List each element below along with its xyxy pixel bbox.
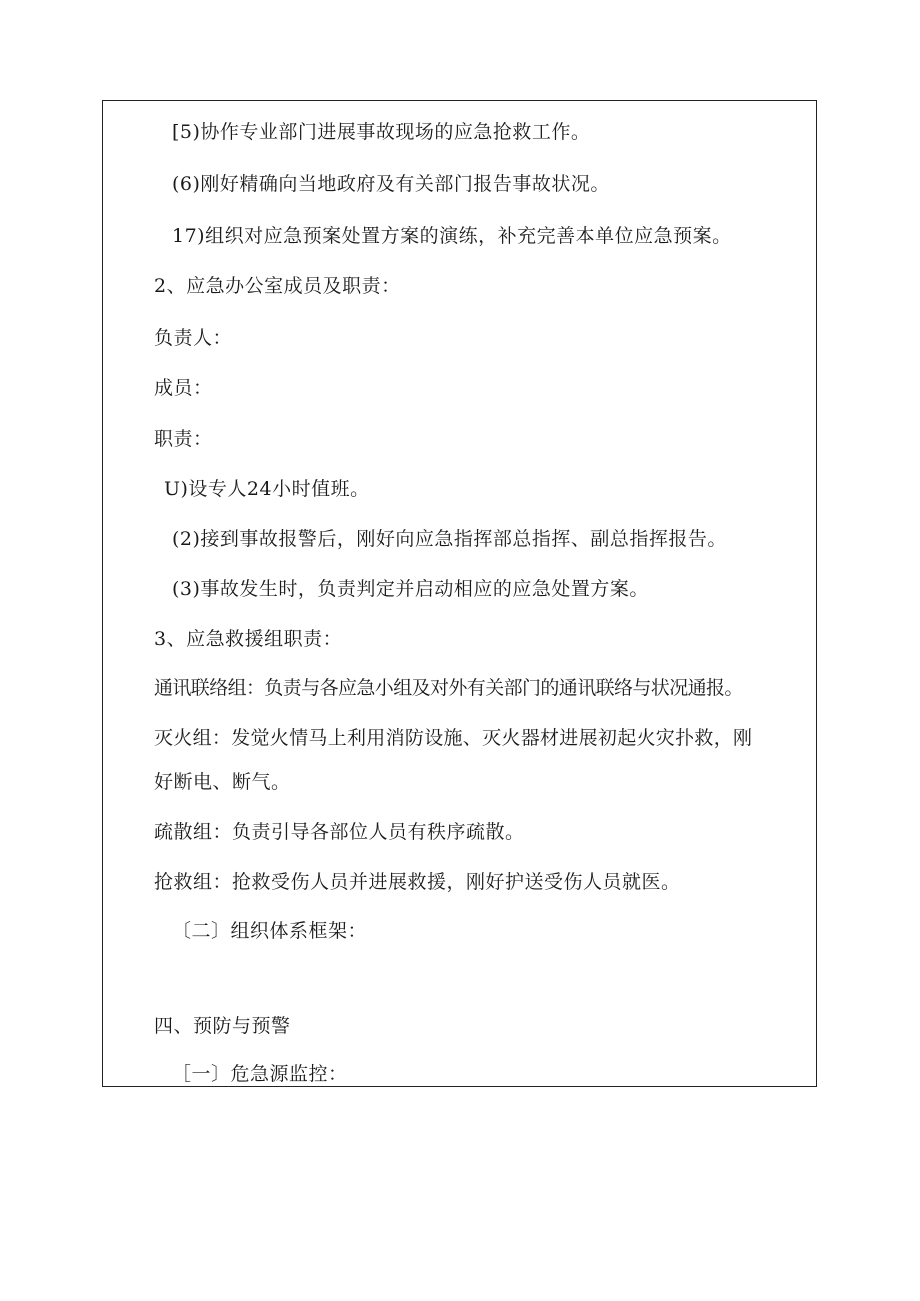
office-leader-label: 负责人：	[154, 327, 233, 349]
subsection-heading-framework: 〔二〕组织体系框架：	[172, 920, 368, 942]
office-duties-label: 职责：	[154, 428, 213, 450]
evacuation-group-line: 疏散组：负责引导各部位人员有秩序疏散。	[154, 821, 525, 843]
firefighting-group-continuation: 好断电、断气。	[154, 771, 291, 793]
office-duty-item-1: U)设专人24小时值班。	[164, 478, 370, 500]
section-heading-office: 2、应急办公室成员及职责：	[154, 275, 401, 297]
firefighting-group-line: 灭火组：发觉火情马上利用消防设施、灭火器材进展初起火灾扑救，刚	[154, 727, 753, 749]
duty-item-5: [5)协作专业部门进展事故现场的应急抢救工作。	[172, 121, 591, 143]
office-members-label: 成员：	[154, 377, 213, 399]
duty-item-7: 17)组织对应急预案处置方案的演练，补充完善本单位应急预案。	[172, 225, 732, 247]
communication-group-line: 通讯联络组：负责与各应急小组及对外有关部门的通讯联络与状况通报。	[154, 677, 743, 699]
subsection-heading-hazard-monitoring: ［一〕危急源监控：	[172, 1063, 348, 1085]
section-heading-prevention: 四、预防与预警	[154, 1015, 291, 1037]
office-duty-item-2: (2)接到事故报警后，刚好向应急指挥部总指挥、副总指挥报告。	[172, 528, 727, 550]
office-duty-item-3: (3)事故发生时，负责判定并启动相应的应急处置方案。	[172, 578, 649, 600]
section-heading-rescue: 3、应急救援组职责：	[154, 628, 343, 650]
duty-item-6: (6)刚好精确向当地政府及有关部门报告事故状况。	[172, 173, 610, 195]
first-aid-group-line: 抢救组：抢救受伤人员并进展救援，刚好护送受伤人员就医。	[154, 871, 681, 893]
